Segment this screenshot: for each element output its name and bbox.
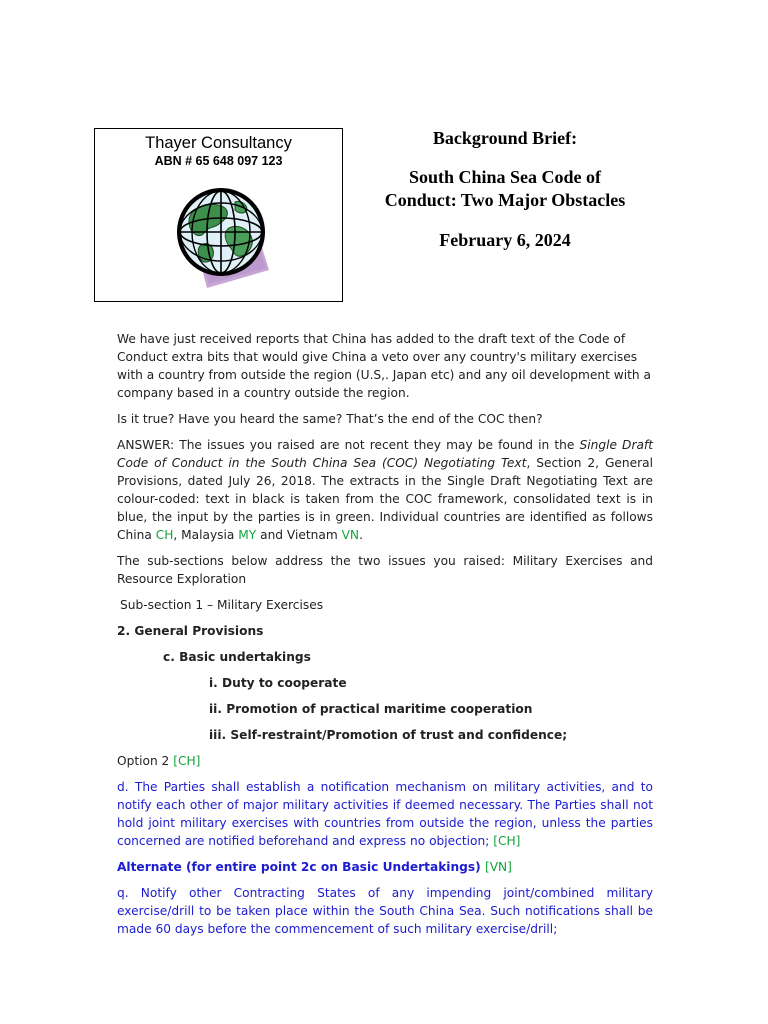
company-logo-box bbox=[94, 128, 343, 302]
answer-text-b: , Section 2, General Provisions, dated July 26, 2018. The extracts in the Single Draft Negotiating Text are colour-coded: text in black is taken from the COC framework, consolidated text is in blue, the input by the parties is in green. Individual countries are identified as follows China bbox=[117, 456, 654, 542]
code-my: MY bbox=[238, 528, 257, 542]
answer-text-c: , Malaysia bbox=[173, 528, 239, 542]
brief-date: February 6, 2024 bbox=[439, 230, 571, 250]
answer-text-e: . bbox=[359, 528, 363, 542]
clause-q: q. Notify other Contracting States of any impending joint/combined military exercise/drill to be taken place within the South China Sea. Such notifications shall be made 60 days before the commencement of such military exercise/drill; bbox=[117, 886, 653, 936]
company-abn: ABN # 65 648 097 123 bbox=[154, 154, 283, 168]
alternate-heading bbox=[117, 858, 653, 876]
heading-general-provisions: 2. General Provisions bbox=[117, 624, 264, 638]
brief-title bbox=[360, 166, 650, 212]
clause-d-tag: [CH] bbox=[493, 834, 521, 848]
code-ch: CH bbox=[155, 528, 174, 542]
brief-title-block bbox=[360, 126, 650, 251]
document-body bbox=[117, 330, 653, 946]
clause-d-text: d. The Parties shall establish a notification mechanism on military activities, and to notify each other of major military activities if deemed necessary. The Parties shall not hold joint military exercises with countries from outside the region, unless the parties concerned are notified beforehand and express no objection; bbox=[117, 780, 653, 848]
globe-icon bbox=[173, 184, 283, 296]
brief-title-line2: Conduct: Two Major Obstacles bbox=[384, 190, 626, 210]
question-followup: Is it true? Have you heard the same? That’s the end of the COC then? bbox=[117, 412, 543, 426]
option-2-tag: [CH] bbox=[173, 754, 201, 768]
heading-basic-undertakings: c. Basic undertakings bbox=[163, 650, 311, 664]
answer-text-a: ANSWER: The issues you raised are not recent they may be found in the bbox=[117, 438, 580, 452]
alternate-label: Alternate (for entire point 2c on Basic Undertakings) bbox=[117, 860, 485, 874]
heading-self-restraint: iii. Self-restraint/Promotion of trust and confidence; bbox=[209, 728, 568, 742]
subsection-heading: Sub-section 1 – Military Exercises bbox=[120, 598, 324, 612]
heading-duty-to-cooperate: i. Duty to cooperate bbox=[209, 676, 347, 690]
answer-paragraph bbox=[117, 436, 653, 544]
code-vn: VN bbox=[341, 528, 360, 542]
answer-text-d: and Vietnam bbox=[256, 528, 342, 542]
answer-doc-title: Single Draft Code of Conduct in the South China Sea (COC) Negotiating Text bbox=[117, 438, 653, 470]
clause-d bbox=[117, 778, 653, 850]
option-2-label: Option 2 bbox=[117, 754, 174, 768]
subsections-intro: The sub-sections below address the two issues you raised: Military Exercises and Resource Exploration bbox=[117, 554, 653, 586]
brief-type: Background Brief: bbox=[432, 128, 578, 148]
option-2 bbox=[117, 752, 653, 770]
company-name: Thayer Consultancy bbox=[145, 134, 292, 152]
question-paragraph: We have just received reports that China has added to the draft text of the Code of Conduct extra bits that would give China a veto over any country's military exercises with a country from outside the region (U.S,. Japan etc) and any oil development with a company based in a country outside the region. bbox=[117, 332, 651, 400]
heading-maritime-cooperation: ii. Promotion of practical maritime cooperation bbox=[209, 702, 533, 716]
brief-title-line1: South China Sea Code of bbox=[408, 167, 602, 187]
alternate-tag: [VN] bbox=[484, 860, 512, 874]
